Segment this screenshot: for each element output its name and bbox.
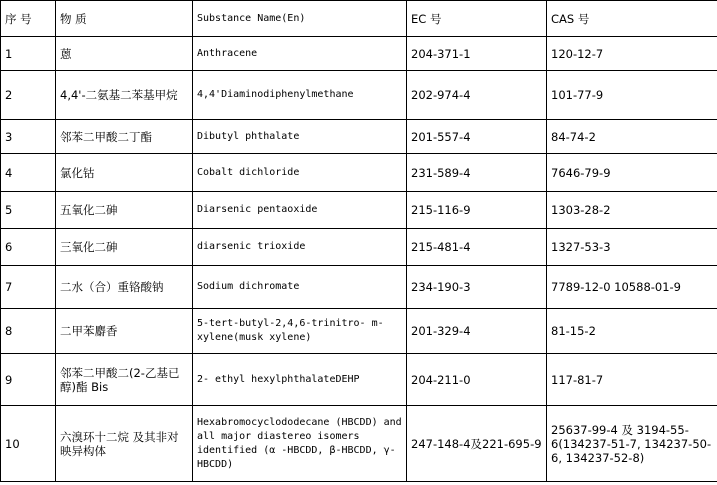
row-name-en: Hexabromocyclododecane (HBCDD) and all major diastereo isomers identified (α -HBCDD, β-HBCDD, γ- HBCDD) [193,406,407,482]
row-name-en: 2- ethyl hexylphthalateDEHP [193,354,407,406]
row-ec: 231-589-4 [407,154,547,192]
table-row [1,266,717,309]
row-cas: 7646-79-9 [547,154,717,192]
row-name-en: 5-tert-butyl-2,4,6-trinitro- m-xylene(musk xylene) [193,309,407,354]
row-substance: 二水（合）重铬酸钠 [56,266,193,309]
row-cas: 120-12-7 [547,37,717,71]
row-name-en: Cobalt dichloride [193,154,407,192]
row-cas: 84-74-2 [547,120,717,154]
header-no: 序 号 [1,1,56,37]
header-name-en: Substance Name(En) [193,1,407,37]
header-cas: CAS 号 [547,1,717,37]
row-substance: 邻苯二甲酸二丁酯 [56,120,193,154]
row-ec: 201-557-4 [407,120,547,154]
row-ec: 247-148-4及221-695-9 [407,406,547,482]
table-row [1,154,717,192]
row-ec: 201-329-4 [407,309,547,354]
row-cas: 1327-53-3 [547,229,717,266]
row-ec: 215-481-4 [407,229,547,266]
row-no: 5 [1,192,56,229]
row-name-en: Diarsenic pentaoxide [193,192,407,229]
row-name-en: Anthracene [193,37,407,71]
row-no: 4 [1,154,56,192]
row-cas: 25637-99-4 及 3194-55-6(134237-51-7, 134237-50-6, 134237-52-8) [547,406,717,482]
row-cas: 117-81-7 [547,354,717,406]
row-cas: 7789-12-0 10588-01-9 [547,266,717,309]
row-ec: 204-211-0 [407,354,547,406]
header-row [1,1,717,37]
table-row [1,229,717,266]
row-ec: 204-371-1 [407,37,547,71]
header-substance: 物 质 [56,1,193,37]
table-row [1,354,717,406]
table-row [1,192,717,229]
row-substance: 二甲苯麝香 [56,309,193,354]
row-cas: 1303-28-2 [547,192,717,229]
row-substance: 氯化钴 [56,154,193,192]
row-substance: 三氧化二砷 [56,229,193,266]
row-substance: 邻苯二甲酸二(2-乙基已醇)酯 Bis [56,354,193,406]
row-name-en: 4,4'Diaminodiphenylmethane [193,71,407,120]
row-no: 3 [1,120,56,154]
table-row [1,71,717,120]
row-no: 2 [1,71,56,120]
row-no: 6 [1,229,56,266]
row-no: 8 [1,309,56,354]
table-row [1,120,717,154]
table-row [1,37,717,71]
row-substance: 4,4'-二氨基二苯基甲烷 [56,71,193,120]
row-name-en: Sodium dichromate [193,266,407,309]
row-ec: 202-974-4 [407,71,547,120]
row-substance: 六溴环十二烷 及其非对映异构体 [56,406,193,482]
table-row [1,309,717,354]
table-row [1,406,717,482]
row-no: 9 [1,354,56,406]
row-cas: 81-15-2 [547,309,717,354]
row-no: 10 [1,406,56,482]
row-name-en: Dibutyl phthalate [193,120,407,154]
row-cas: 101-77-9 [547,71,717,120]
row-ec: 234-190-3 [407,266,547,309]
row-no: 1 [1,37,56,71]
row-name-en: diarsenic trioxide [193,229,407,266]
row-ec: 215-116-9 [407,192,547,229]
row-substance: 蒽 [56,37,193,71]
row-no: 7 [1,266,56,309]
row-substance: 五氧化二砷 [56,192,193,229]
header-ec: EC 号 [407,1,547,37]
